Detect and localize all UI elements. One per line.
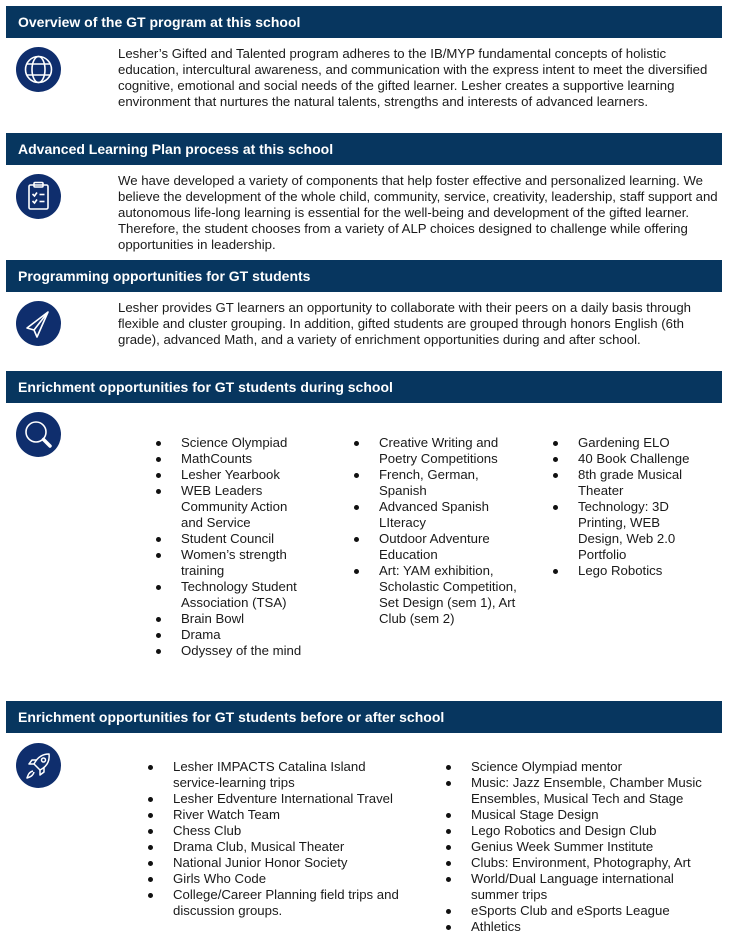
list-item: eSports Club and eSports League bbox=[443, 903, 723, 919]
section-header-overview: Overview of the GT program at this school bbox=[6, 6, 722, 38]
list-item: Girls Who Code bbox=[145, 871, 415, 887]
list-item: Art: YAM exhibition, Scholastic Competition, Set Design (sem 1), Art Club (sem 2) bbox=[351, 563, 529, 627]
list-item: River Watch Team bbox=[145, 807, 415, 823]
list-item: Lego Robotics bbox=[550, 563, 710, 579]
list-item: Outdoor Adventure Education bbox=[351, 531, 511, 563]
during-school-list-col-3 bbox=[550, 435, 710, 579]
before-after-list-col-1 bbox=[145, 759, 415, 919]
list-item: 40 Book Challenge bbox=[550, 451, 710, 467]
list-item: Technology Student Association (TSA) bbox=[153, 579, 321, 611]
list-item: Odyssey of the mind bbox=[153, 643, 333, 659]
list-item: French, German, Spanish bbox=[351, 467, 489, 499]
during-school-list-col-2 bbox=[351, 435, 517, 627]
list-item: Lego Robotics and Design Club bbox=[443, 823, 723, 839]
paper-plane-icon bbox=[16, 301, 61, 346]
section-header-during-school: Enrichment opportunities for GT students during school bbox=[6, 371, 722, 403]
list-item: Student Council bbox=[153, 531, 333, 547]
clipboard-checklist-icon bbox=[16, 174, 61, 219]
list-item: Athletics bbox=[443, 919, 723, 935]
list-item: Music: Jazz Ensemble, Chamber Music Ensembles, Musical Tech and Stage bbox=[443, 775, 721, 807]
section-header-alp: Advanced Learning Plan process at this school bbox=[6, 133, 722, 165]
list-item: Women’s strength training bbox=[153, 547, 306, 579]
list-item: Genius Week Summer Institute bbox=[443, 839, 723, 855]
list-item: Drama bbox=[153, 627, 333, 643]
list-item: World/Dual Language international summer trips bbox=[443, 871, 696, 903]
before-after-list-col-2 bbox=[443, 759, 723, 935]
list-item: Drama Club, Musical Theater bbox=[145, 839, 415, 855]
globe-icon bbox=[16, 47, 61, 92]
overview-text: Lesher’s Gifted and Talented program adheres to the IB/MYP fundamental concepts of holistic education, intercultural awareness, and communication with the express intent to meet the diversified cognitive, emotional and social needs of the gifted learner. Lesher creates a supportive learning environment that nurtures the natural talents, strengths and interests of advanced learners. bbox=[118, 46, 708, 109]
list-item: Lesher Yearbook bbox=[153, 467, 333, 483]
list-item: College/Career Planning field trips and discussion groups. bbox=[145, 887, 418, 919]
list-item: 8th grade Musical Theater bbox=[550, 467, 723, 499]
rocket-icon bbox=[16, 743, 61, 788]
section-header-before-after-school: Enrichment opportunities for GT students before or after school bbox=[6, 701, 722, 733]
list-item: WEB Leaders Community Action and Service bbox=[153, 483, 301, 531]
list-item: Science Olympiad bbox=[153, 435, 333, 451]
alp-text: We have developed a variety of components that help foster effective and personalized learning. We believe the development of the whole child, community, service, creativity, leadership, staff support and autonomous life-long learning is essential for the well-being and development of the gifted learner. Therefore, the student chooses from a variety of ALP choices designed to challenge while offering opportunities in leadership. bbox=[118, 173, 718, 252]
list-item: Creative Writing and Poetry Competitions bbox=[351, 435, 511, 467]
list-item: Musical Stage Design bbox=[443, 807, 723, 823]
list-item: Lesher IMPACTS Catalina Island service-learning trips bbox=[145, 759, 388, 791]
programming-text: Lesher provides GT learners an opportunity to collaborate with their peers on a daily basis through flexible and cluster grouping. In addition, gifted students are grouped through honors English (6th grade), advanced Math, and a variety of enrichment opportunities during and after school. bbox=[118, 300, 692, 347]
magnifying-glass-icon bbox=[16, 412, 61, 457]
list-item: Chess Club bbox=[145, 823, 415, 839]
section-header-programming: Programming opportunities for GT students bbox=[6, 260, 722, 292]
list-item: Lesher Edventure International Travel bbox=[145, 791, 415, 807]
list-item: Science Olympiad mentor bbox=[443, 759, 723, 775]
during-school-list-col-1 bbox=[153, 435, 333, 659]
list-item: Brain Bowl bbox=[153, 611, 333, 627]
list-item: Technology: 3D Printing, WEB Design, Web 2.0 Portfolio bbox=[550, 499, 703, 563]
list-item: MathCounts bbox=[153, 451, 333, 467]
list-item: Advanced Spanish LIteracy bbox=[351, 499, 529, 531]
list-item: Gardening ELO bbox=[550, 435, 710, 451]
list-item: Clubs: Environment, Photography, Art bbox=[443, 855, 723, 871]
list-item: National Junior Honor Society bbox=[145, 855, 415, 871]
